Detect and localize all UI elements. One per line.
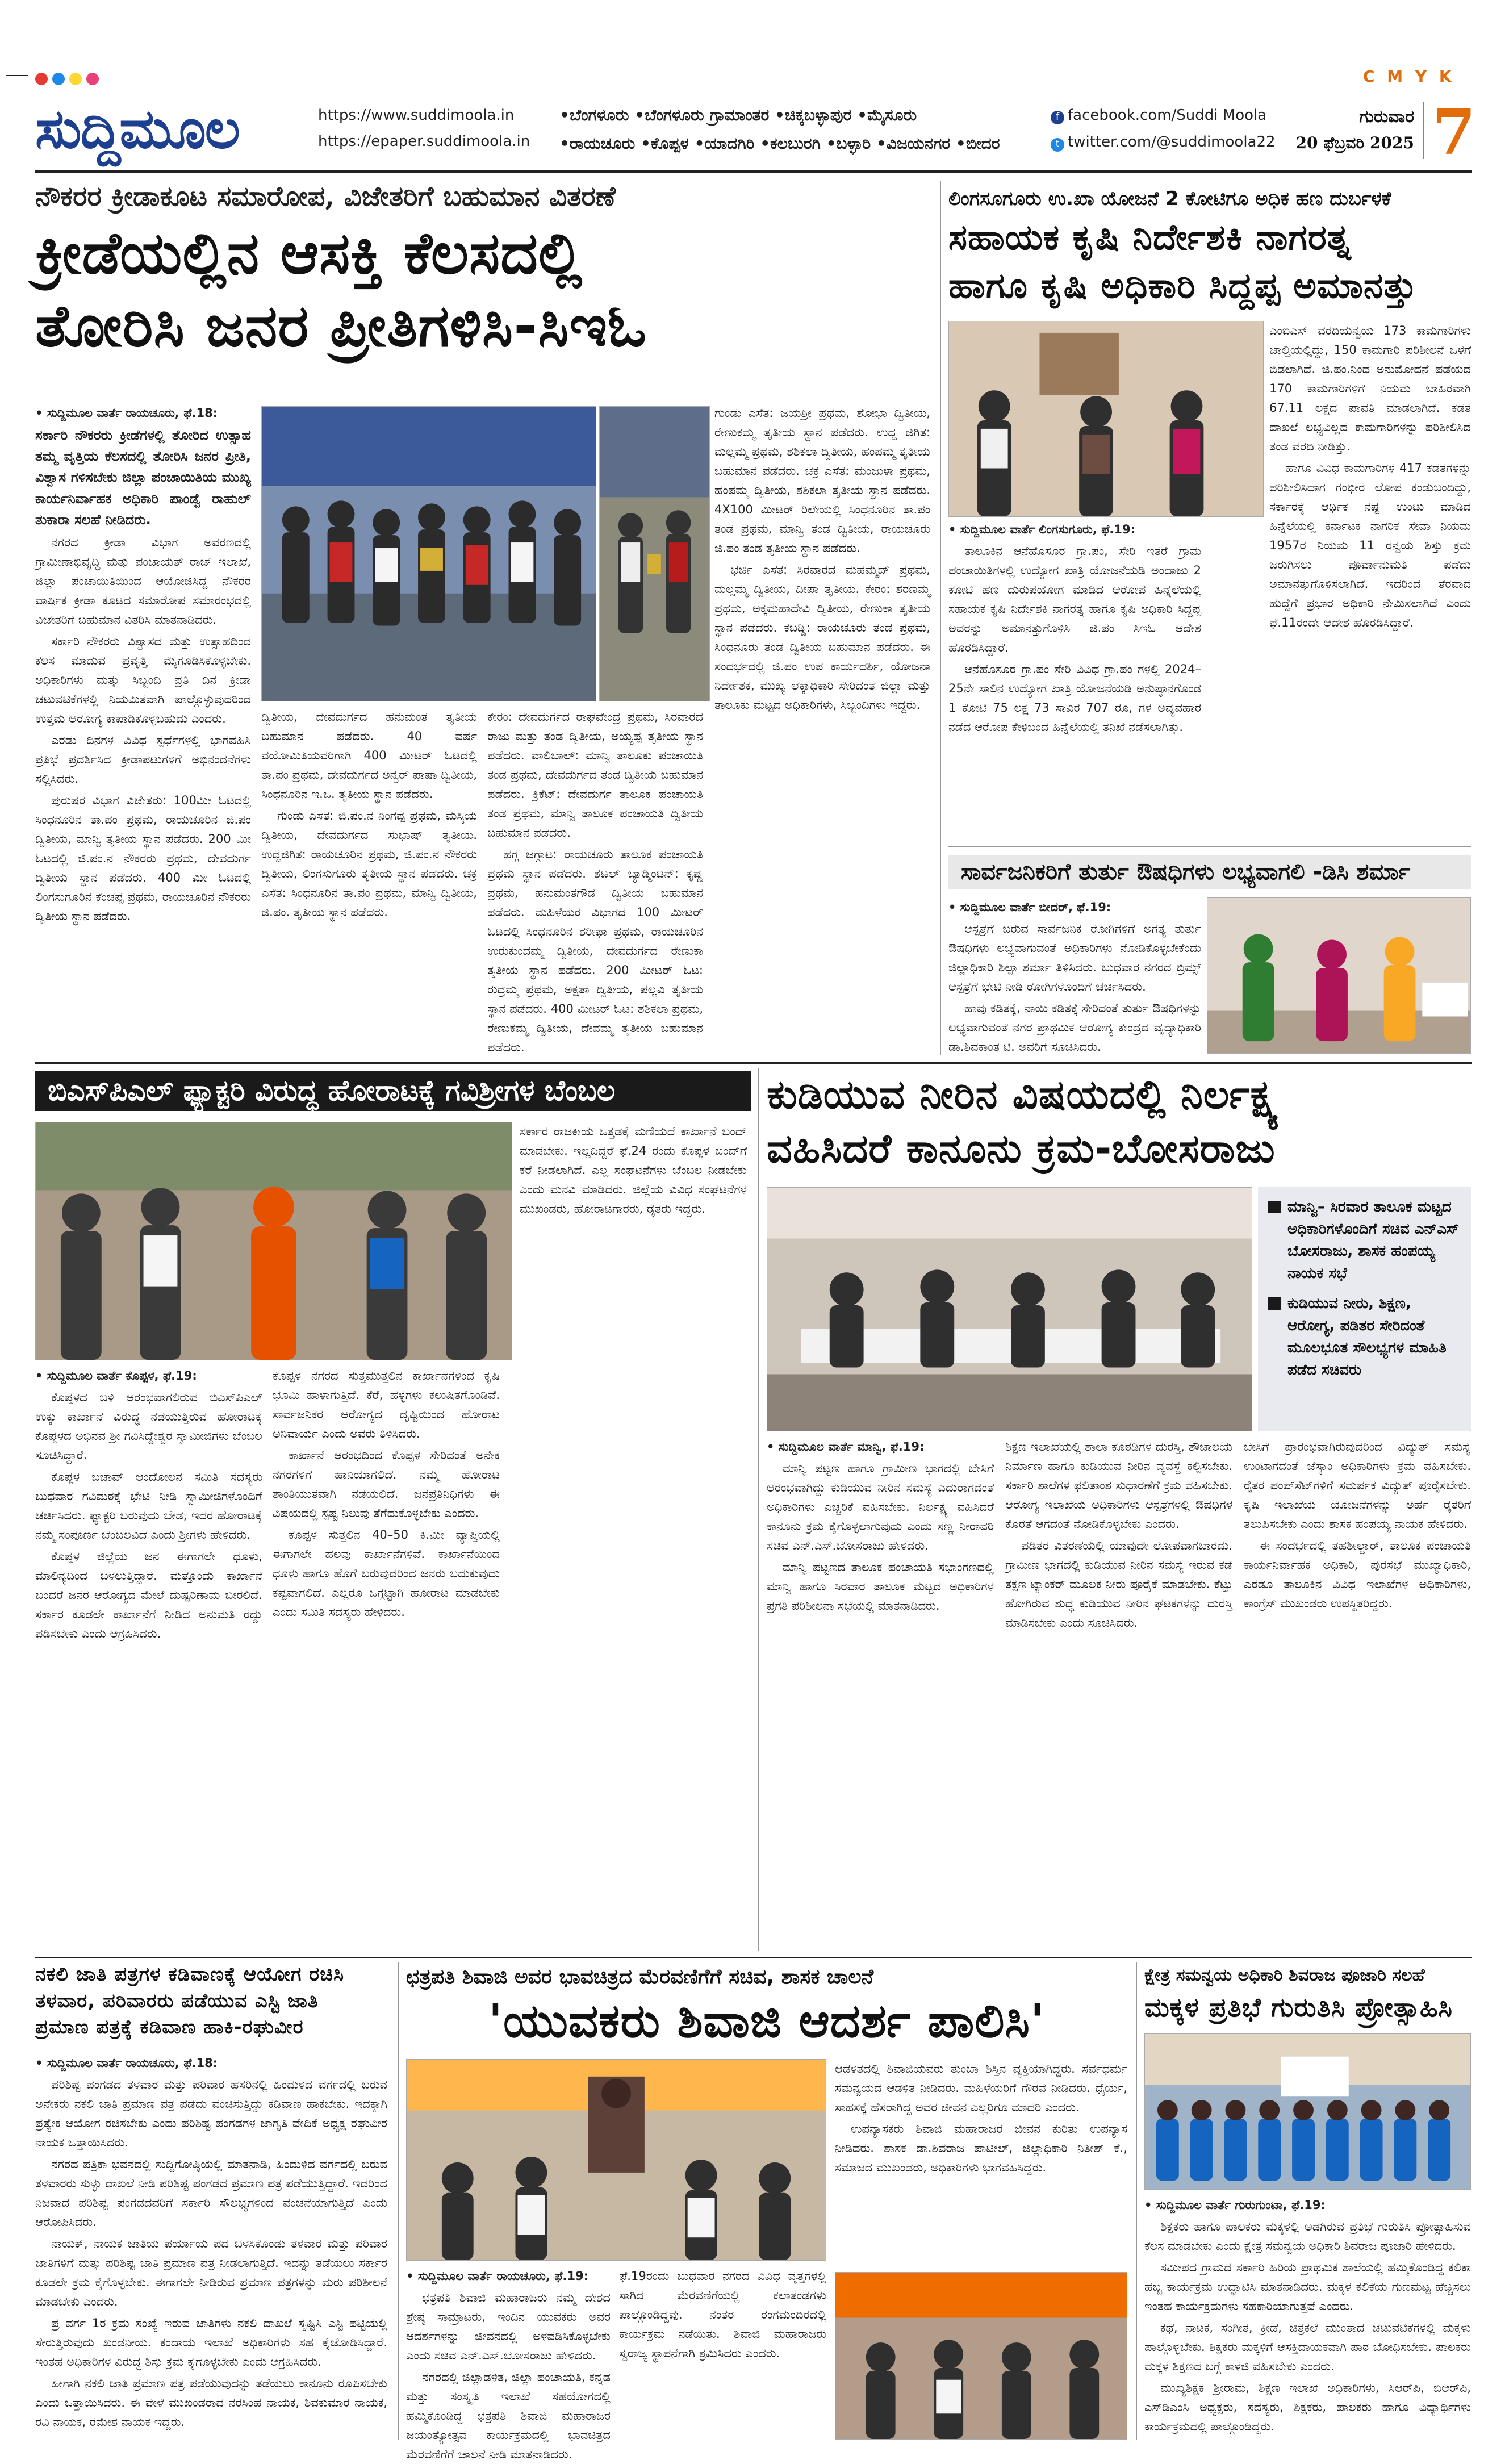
story2-headline-1: ಸಹಾಯಕ ಕೃಷಿ ನಿರ್ದೇಶಕಿ ನಾಗರತ್ನ (948, 216, 1352, 258)
story4-para-1: ಕೊಪ್ಪಳದ ಬಳಿ ಆರಂಭವಾಗಲಿರುವ ಬಿಎಸ್‌ಪಿಎಲ್ ಉಕ್ಕು ಕಾರ್ಖಾನೆ ವಿರುದ್ಧ ನಡೆಯುತ್ತಿರುವ ಹೋರಾಟಕ್ಕೆ ಕೊಪ್ಪಳದ ಅಭಿನವ ಶ್ರೀ ಗವಿಸಿದ್ದೇಶ್ವರ ಸ್ವಾಮೀಜಿಗಳು ಬೆಂಬಲ ಸೂಚಿಸಿದ್ದಾರೆ. (35, 1390, 262, 1463)
story7-col-2 (619, 2266, 826, 2440)
story6-headline-1: ನಕಲಿ ಜಾತಿ ಪತ್ರಗಳ ಕಡಿವಾಣಕ್ಕೆ ಆಯೋಗ ರಚಿಸಿ (35, 1963, 345, 1986)
story7-para-5: ಉಪನ್ಯಾಸಕರು ಶಿವಾಜಿ ಮಹಾರಾಜರ ಜೀವನ ಕುರಿತು ಉಪನ್ಯಾಸ ನೀಡಿದರು. ಶಾಸಕ ಡಾ.ಶಿವರಾಜ ಪಾಟೀಲ್, ಜಿಲ್ಲಾಧಿಕಾರಿ ನಿತೀಶ್ ಕೆ., ಸಮಾಜದ ಮುಖಂಡರು, ಅಧಿಕಾರಿಗಳು ಭಾಗವಹಿಸಿದ್ದರು. (835, 2122, 1127, 2175)
story7-photo-1 (406, 2059, 826, 2261)
story5-para-1: ಮಾನ್ವಿ ಪಟ್ಟಣ ಹಾಗೂ ಗ್ರಾಮೀಣ ಭಾಗದಲ್ಲಿ ಬೇಸಿಗೆ ಆರಂಭವಾಗಿದ್ದು ಕುಡಿಯುವ ನೀರಿನ ಸಮಸ್ಯೆ ಎದುರಾಗದಂತೆ ಅಧಿಕಾರಿಗಳು ಎಚ್ಚರಿಕೆ ವಹಿಸಬೇಕು. ನಿರ್ಲಕ್ಷ್ಯ ವಹಿಸಿದರೆ ಕಾನೂನು ಕ್ರಮ ಕೈಗೊಳ್ಳಲಾಗುವುದು ಎಂದು ಸಣ್ಣ ನೀರಾವರಿ ಸಚಿವ ಎನ್.ಎಸ್.ಬೋಸರಾಜು ಹೇಳಿದರು. (767, 1461, 994, 1553)
bullet-square-icon (1268, 1201, 1281, 1213)
story8-para-2: ಸಮೀಪದ ಗ್ರಾಮದ ಸರ್ಕಾರಿ ಹಿರಿಯ ಪ್ರಾಥಮಿಕ ಶಾಲೆಯಲ್ಲಿ ಹಮ್ಮಿಕೊಂಡಿದ್ದ ಕಲಿಕಾ ಹಬ್ಬ ಕಾರ್ಯಕ್ರಮ ಉದ್ಘಾಟಿಸಿ ಮಾತನಾಡಿದರು. ಮಕ್ಕಳ ಕಲಿಕೆಯ ಗುಣಮಟ್ಟ ಹೆಚ್ಚಿಸಲು ಇಂತಹ ಕಾರ್ಯಕ್ರಮಗಳು ಸಹಕಾರಿಯಾಗುತ್ತವೆ ಎಂದರು. (1144, 2261, 1471, 2313)
page-divider (1423, 102, 1424, 159)
story4-headline: ಬಿಎಸ್‌ಪಿಎಲ್ ಫ್ಯಾಕ್ಟರಿ ವಿರುದ್ಧ ಹೋರಾಟಕ್ಕೆ ಗವಿಶ್ರೀಗಳ ಬೆಂಬಲ (35, 1071, 751, 1111)
story5-dateline: • ಸುದ್ದಿಮೂಲ ವಾರ್ತೆ ಮಾನ್ವಿ, ಫೆ.19: (767, 1440, 925, 1454)
story7-col-3 (835, 2059, 1127, 2266)
story6-headline-3: ಪ್ರಮಾಣ ಪತ್ರಕ್ಕೆ ಕಡಿವಾಣ ಹಾಕಿ-ರಘುವೀರ (35, 2016, 304, 2039)
story7-para-4: ಆಡಳಿತದಲ್ಲಿ ಶಿವಾಜಿಯವರು ತುಂಬಾ ಶಿಸ್ತಿನ ವ್ಯಕ್ತಿಯಾಗಿದ್ದರು. ಸರ್ವಧರ್ಮ ಸಮನ್ವಯದ ಆಡಳಿತ ನೀಡಿದರು. ಮಹಿಳೆಯರಿಗೆ ಗೌರವ ನೀಡಿದರು. ಧೈರ್ಯ, ಸಾಹಸಕ್ಕೆ ಹೆಸರಾಗಿದ್ದ ಅವರ ಜೀವನ ಎಲ್ಲರಿಗೂ ಮಾದರಿ ಎಂದರು. (835, 2062, 1127, 2115)
registration-dot-pink (86, 73, 99, 85)
photo-shivaji-statue-procession (407, 2060, 826, 2260)
story1-para-2: ಸರ್ಕಾರಿ ನೌಕರರು ವಿಶ್ವಾಸದ ಮತ್ತು ಉತ್ಸಾಹದಿಂದ ಕೆಲಸ ಮಾಡುವ ಪ್ರವೃತ್ತಿ ಮೈಗೂಡಿಸಿಕೊಳ್ಳಬೇಕು. ಅಧಿಕಾರಿಗಳು ಮತ್ತು ಸಿಬ್ಬಂದಿ ಪ್ರತಿ ದಿನ ಕ್ರೀಡಾ ಚಟುವಟಿಕೆಗಳಲ್ಲಿ ನಿಯಮಿತವಾಗಿ ಪಾಲ್ಗೊಳ್ಳುವುದರಿಂದ ಉತ್ತಮ ಆರೋಗ್ಯ ಕಾಪಾಡಿಕೊಳ್ಳಬಹುದು ಎಂದರು. (35, 634, 251, 726)
story4-col-2 (273, 1366, 500, 1951)
photo-award-ceremony (600, 407, 709, 701)
photo-hospital-visit (1207, 898, 1470, 1053)
story1-headline-2: ತೋರಿಸಿ ಜನರ ಪ್ರೀತಿಗಳಿಸಿ-ಸಿಇಓ (35, 293, 647, 360)
story7-col-1 (406, 2266, 611, 2462)
story3-dateline: • ಸುದ್ದಿಮೂಲ ವಾರ್ತೆ ಬೀದರ್, ಫೆ.19: (948, 900, 1111, 914)
story1-para-3: ಎರಡು ದಿನಗಳ ವಿವಿಧ ಸ್ಪರ್ಧೆಗಳಲ್ಲಿ ಭಾಗವಹಿಸಿ ಪ್ರತಿಭೆ ಪ್ರದರ್ಶಿಸಿದ ಕ್ರೀಡಾಪಟುಗಳಿಗೆ ಅಭಿನಂದನೆಗಳು ಸಲ್ಲಿಸಿದರು. (35, 733, 251, 786)
story7-dateline: • ಸುದ್ದಿಮೂಲ ವಾರ್ತೆ ರಾಯಚೂರು, ಫೆ.19: (406, 2269, 589, 2283)
story5-headline-2: ವಹಿಸಿದರೆ ಕಾನೂನು ಕ್ರಮ-ಬೋಸರಾಜು (767, 1125, 1276, 1172)
photo-players-with-trophy (262, 407, 596, 701)
facebook-link[interactable] (1051, 107, 1278, 124)
story2-para-4: ಹಾಗೂ ವಿವಿಧ ಕಾಮಗಾರಿಗಳ 417 ಕಡತಗಳನ್ನು ಪರಿಶೀಲಿಸಿದಾಗ ಗಂಭೀರ ಲೋಪ ಕಂಡುಬಂದಿದ್ದು, ಸರ್ಕಾರಕ್ಕೆ ಆರ್ಥಿಕ ನಷ್ಟ ಉಂಟು ಮಾಡಿದ ಹಿನ್ನೆಲೆಯಲ್ಲಿ ಕರ್ನಾಟಕ ನಾಗರಿಕ ಸೇವಾ ನಿಯಮ 1957ರ ನಿಯಮ 11 ರನ್ವಯ ಶಿಸ್ತು ಕ್ರಮ ಜರುಗಿಸಲು ಪೂರ್ವಾನುಮತಿ ಪಡೆದು ಅಮಾನತ್ತುಗೊಳಿಸಲಾಗಿದೆ. ಇದರಿಂದ ತೆರವಾದ ಹುದ್ದೆಗೆ ಪ್ರಭಾರ ಅಧಿಕಾರಿ ನೇಮಿಸಲಾಗಿದೆ ಎಂದು ಫೆ.11ರಂದೇ ಆದೇಶ ಹೊರಡಿಸಿದ್ದಾರೆ. (1269, 461, 1471, 630)
story5-col-2 (1005, 1437, 1232, 1951)
story2-headline-2: ಹಾಗೂ ಕೃಷಿ ಅಧಿಕಾರಿ ಸಿದ್ದಪ್ಪ ಅಮಾನತ್ತು (948, 265, 1418, 306)
story5-col-3 (1244, 1437, 1471, 1951)
section-rule-2 (35, 1957, 1472, 1958)
twitter-link[interactable] (1051, 133, 1278, 152)
story6-col (35, 2053, 387, 2440)
story1-col-3 (487, 707, 703, 1055)
story5-bullet-1 (1268, 1196, 1461, 1285)
story1-para-10: ಭರ್ಚಿ ಎಸೆತ: ಸಿರವಾರದ ಮಹಮ್ಮದ್ ಪ್ರಥಮ, ಮಲ್ಲಮ್ಮ ದ್ವಿತೀಯ, ದೀಪಾ ತೃತೀಯ. ಕೇರಂ: ಶರಣಮ್ಮ ಪ್ರಥಮ, ಅಕ್ಕಮಹಾದೇವಿ ದ್ವಿತೀಯ, ರೇಣುಕಾ ತೃತೀಯ ಸ್ಥಾನ ಪಡೆದರು. ಕಬಡ್ಡಿ: ರಾಯಚೂರು ತಂಡ ಪ್ರಥಮ, ಸಿಂಧನೂರು ತಂಡ ದ್ವಿತೀಯ ಬಹುಮಾನ ಪಡೆದರು. ಈ ಸಂದರ್ಭದಲ್ಲಿ ಜಿ.ಪಂ ಉಪ ಕಾರ್ಯದರ್ಶಿ, ಯೋಜನಾ ನಿರ್ದೇಶಕ, ಮುಖ್ಯ ಲೆಕ್ಕಾಧಿಕಾರಿ ಸೇರಿದಂತೆ ಜಿಲ್ಲಾ ಮತ್ತು ತಾಲೂಕು ಮಟ್ಟದ ಅಧಿಕಾರಿಗಳು, ಸಿಬ್ಬಂದಿಗಳು ಇದ್ದರು. (714, 563, 930, 712)
story2-para-2: ಆನೆಹೊಸೂರ ಗ್ರಾ.ಪಂ ಸೇರಿ ವಿವಿಧ ಗ್ರಾ.ಪಂ ಗಳಲ್ಲಿ 2024–25ನೇ ಸಾಲಿನ ಉದ್ಯೋಗ ಖಾತ್ರಿ ಯೋಜನೆಯಡಿ ಅನುಷ್ಠಾನಗೊಂಡ 1 ಕೋಟಿ 75 ಲಕ್ಷ 73 ಸಾವಿರ 707 ರೂ, ಗಳ ಅವ್ಯವಹಾರ ನಡೆದ ಆರೋಪ ಕೇಳಿಬಂದ ಹಿನ್ನೆಲೆಯಲ್ಲಿ ತನಿಖೆ ನಡೆಸಲಾಗಿತ್ತು. (948, 662, 1201, 734)
story1-col-2 (261, 707, 477, 1051)
cities-list (559, 106, 1042, 153)
story2-para-3: ಎಂಐಎಸ್ ವರದಿಯನ್ವಯ 173 ಕಾಮಗಾರಿಗಳು ಚಾಲ್ತಿಯಲ್ಲಿದ್ದು, 150 ಕಾಮಗಾರಿ ಪರಿಶೀಲನೆ ಒಳಗೆ ಬಿಡಲಾಗಿದೆ. ಜಿ.ಪಂ.ನಿಂದ ಅನುಮೋದನೆ ಪಡೆಯದ 170 ಕಾಮಗಾರಿಗಳಿಗೆ ನಿಯಮ ಬಾಹಿರವಾಗಿ 67.11 ಲಕ್ಷದ ಪಾವತಿ ಮಾಡಲಾಗಿದೆ. ಕಡತ ದಾಖಲೆ ಲಭ್ಯವಿಲ್ಲದ ಕಾಮಗಾರಿಗಳನ್ನು ಪರಿಶೀಲಿಸಿದ ತಂಡ ವರದಿ ನೀಡಿತ್ತು. (1269, 324, 1471, 454)
registration-dot-red (35, 73, 48, 85)
col-divider-4 (1136, 1962, 1137, 2440)
story7-kicker: ಛತ್ರಪತಿ ಶಿವಾಜಿ ಅವರ ಭಾವಚಿತ್ರದ ಮೆರವಣಿಗೆಗೆ ಸಚಿವ, ಶಾಸಕ ಚಾಲನೆ (406, 1965, 874, 1989)
story7-para-3: ಫೆ.19ರಂದು ಬುಧವಾರ ನಗರದ ವಿವಿಧ ವೃತ್ತಗಳಲ್ಲಿ ಸಾಗಿದ ಮೆರವಣಿಗೆಯಲ್ಲಿ ಕಲಾತಂಡಗಳು ಪಾಲ್ಗೊಂಡಿದ್ದವು. ನಂತರ ರಂಗಮಂದಿರದಲ್ಲಿ ಕಾರ್ಯಕ್ರಮ ನಡೆಯಿತು. ಶಿವಾಜಿ ಮಹಾರಾಜರು ಸ್ವರಾಜ್ಯ ಸ್ಥಾಪನೆಗಾಗಿ ಶ್ರಮಿಸಿದರು ಎಂದರು. (619, 2269, 826, 2361)
photo-swamiji-with-activists (36, 1122, 512, 1360)
story3-photo (1207, 897, 1471, 1054)
story1-photo-group (261, 406, 596, 701)
story5-para-2: ಮಾನ್ವಿ ಪಟ್ಟಣದ ತಾಲೂಕ ಪಂಚಾಯತಿ ಸಭಾಂಗಣದಲ್ಲಿ ಮಾನ್ವಿ ಹಾಗೂ ಸಿರವಾರ ತಾಲೂಕ ಮಟ್ಟದ ಅಧಿಕಾರಿಗಳ ಪ್ರಗತಿ ಪರಿಶೀಲನಾ ಸಭೆಯಲ್ಲಿ ಮಾತನಾಡಿದರು. (767, 1560, 994, 1613)
story1-para-8: ಹಗ್ಗ ಜಗ್ಗಾಟ: ರಾಯಚೂರು ತಾಲೂಕ ಪಂಚಾಯತಿ ಪ್ರಥಮ ಸ್ಥಾನ ಪಡೆದರು. ಶಟಲ್ ಬ್ಯಾಡ್ಮಿಂಟನ್: ಕೃಷ್ಣ ಪ್ರಥಮ, ಹನುಮಂತಗೌಡ ದ್ವಿತೀಯ ಬಹುಮಾನ ಪಡೆದರು. ಮಹಿಳೆಯರ ವಿಭಾಗದ 100 ಮೀಟರ್ ಓಟದಲ್ಲಿ ಸಿಂಧನೂರಿನ ಶರೀಫಾ ಪ್ರಥಮ, ರಾಯಚೂರಿನ ಉರುಕುಂದಮ್ಮ ದ್ವಿತೀಯ, ದೇವದುರ್ಗದ ರೇಣುಕಾ ತೃತೀಯ ಸ್ಥಾನ ಪಡೆದರು. 200 ಮೀಟರ್ ಓಟ: ರುದ್ರಮ್ಮ ಪ್ರಥಮ, ಅಕ್ಷತಾ ದ್ವಿತೀಯ, ಪಲ್ಲವಿ ತೃತೀಯ ಸ್ಥಾನ ಪಡೆದರು. 400 ಮೀಟರ್ ಓಟ: ಶಶಿಕಲಾ ಪ್ರಥಮ, ರೇಣುಕಮ್ಮ ದ್ವಿತೀಯ, ದೇವಮ್ಮ ತೃತೀಯ ಬಹುಮಾನ ಪಡೆದರು. (487, 847, 703, 1055)
story1-headline-1: ಕ್ರೀಡೆಯಲ್ಲಿನ ಆಸಕ್ತಿ ಕೆಲಸದಲ್ಲಿ (35, 220, 583, 287)
story4-para-6: ಕೊಪ್ಪಳ ಸುತ್ತಲಿನ 40–50 ಕಿ.ಮೀ ವ್ಯಾಪ್ತಿಯಲ್ಲಿ ಈಗಾಗಲೇ ಹಲವು ಕಾರ್ಖಾನೆಗಳಿವೆ. ಕಾರ್ಖಾನೆಯಿಂದ ಧೂಳು ಹಾಗೂ ಹೊಗೆ ಬರುವುದರಿಂದ ಜನರು ಬದುಕುವುದು ಕಷ್ಟವಾಗಲಿದೆ. ಎಲ್ಲರೂ ಒಗ್ಗಟ್ಟಾಗಿ ಹೋರಾಟ ಮಾಡಬೇಕು ಎಂದು ಸಮಿತಿ ಸದಸ್ಯರು ಹೇಳಿದರು. (273, 1528, 500, 1619)
twitter-text: twitter.com/@suddimoola22 (1068, 133, 1276, 151)
story3-para-2: ಹಾವು ಕಡಿತಕ್ಕೆ, ನಾಯಿ ಕಡಿತಕ್ಕೆ ಸೇರಿದಂತೆ ತುರ್ತು ಔಷಧಿಗಳನ್ನು ಲಭ್ಯವಾಗುವಂತೆ ನಗರ ಪ್ರಾಥಮಿಕ ಆರೋಗ್ಯ ಕೇಂದ್ರದ ವೈದ್ಯಾಧಿಕಾರಿ ಡಾ.ಶಿವಕಾಂತ ಟಿ. ಅವರಿಗೆ ಸೂಚಿಸಿದರು. (948, 1001, 1201, 1054)
story5-para-4: ಪಡಿತರ ವಿತರಣೆಯಲ್ಲಿ ಯಾವುದೇ ಲೋಪವಾಗಬಾರದು. ಗ್ರಾಮೀಣ ಭಾಗದಲ್ಲಿ ಕುಡಿಯುವ ನೀರಿನ ಸಮಸ್ಯೆ ಇರುವ ಕಡೆ ತಕ್ಷಣ ಟ್ಯಾಂಕರ್ ಮೂಲಕ ನೀರು ಪೂರೈಕೆ ಮಾಡಬೇಕು. ಕೆಟ್ಟು ಹೋಗಿರುವ ಶುದ್ಧ ಕುಡಿಯುವ ನೀರಿನ ಘಟಕಗಳನ್ನು ದುರಸ್ತಿ ಮಾಡಿಸಬೇಕು ಎಂದು ಸೂಚಿಸಿದರು. (1005, 1539, 1232, 1630)
story1-para-6: ಗುಂಡು ಎಸೆತ: ಜಿ.ಪಂ.ನ ನಿಂಗಪ್ಪ ಪ್ರಥಮ, ಮಸ್ಕಿಯ ದ್ವಿತೀಯ, ದೇವದುರ್ಗದ ಸುಭಾಷ್ ತೃತೀಯ. ಉದ್ದಜಿಗಿತ: ರಾಯಚೂರಿನ ಪ್ರಥಮ, ಜಿ.ಪಂ.ನ ನೌಕರರು ದ್ವಿತೀಯ, ಲಿಂಗಸುಗೂರು ತೃತೀಯ ಸ್ಥಾನ ಪಡೆದರು. ಚಕ್ರ ಎಸೆತ: ಸಿಂಧನೂರಿನ ತಾ.ಪಂ ಪ್ರಥಮ, ಮಾನ್ವಿ ದ್ವಿತೀಯ, ಜಿ.ಪಂ. ತೃತೀಯ ಸ್ಥಾನ ಪಡೆದರು. (261, 809, 477, 920)
story4-dateline: • ಸುದ್ದಿಮೂಲ ವಾರ್ತೆ ಕೊಪ್ಪಳ, ಫೆ.19: (35, 1369, 197, 1383)
story1-col-1 (35, 403, 251, 1051)
story7-headline: 'ಯುವಕರು ಶಿವಾಜಿ ಆದರ್ಶ ಪಾಲಿಸಿ' (488, 1994, 1046, 2048)
col-divider (940, 181, 941, 1055)
bullet-square-icon (1268, 1297, 1281, 1310)
photo-officials-meeting (949, 321, 1263, 516)
story1-para-1: ನಗರದ ಕ್ರೀಡಾ ವಿಭಾಗ ಅವರಣದಲ್ಲಿ ಗ್ರಾಮೀಣಾಭಿವೃದ್ಧಿ ಮತ್ತು ಪಂಚಾಯತ್ ರಾಜ್ ಇಲಾಖೆ, ಜಿಲ್ಲಾ ಪಂಚಾಯಿತಿಯಿಂದ ಆಯೋಜಿಸಿದ್ದ ನೌಕರರ ವಾರ್ಷಿಕ ಕ್ರೀಡಾ ಕೂಟದ ಸಮಾರೋಪ ಸಮಾರಂಭದಲ್ಲಿ ವಿಜೇತರಿಗೆ ಬಹುಮಾನ ವಿತರಿಸಿ ಮಾತನಾಡಿದರು. (35, 535, 251, 627)
epaper-link[interactable]: https://epaper.suddimoola.in (318, 133, 530, 150)
cities-line-1: •ಬೆಂಗಳೂರು •ಬೆಂಗಳೂರು ಗ್ರಾಮಾಂತರ •ಚಿಕ್ಕಬಳ್ಳಾಪುರ •ಮೈಸೂರು (559, 106, 917, 124)
story7-para-1: ಛತ್ರಪತಿ ಶಿವಾಜಿ ಮಹಾರಾಜರು ನಮ್ಮ ದೇಶದ ಶ್ರೇಷ್ಠ ಸಾಮ್ರಾಟರು, ಇಂದಿನ ಯುವಕರು ಅವರ ಆದರ್ಶಗಳನ್ನು ಜೀವನದಲ್ಲಿ ಅಳವಡಿಸಿಕೊಳ್ಳಬೇಕು ಎಂದು ಸಚಿವ ಎನ್.ಎಸ್.ಬೋಸರಾಜು ಹೇಳಿದರು. (406, 2291, 611, 2363)
story2-dateline: • ಸುದ್ದಿಮೂಲ ವಾರ್ತೆ ಲಿಂಗಸುಗೂರು, ಫೆ.19: (948, 523, 1135, 536)
story6-headline-2: ತಳವಾರ, ಪರಿವಾರರು ಪಡೆಯುವ ಎಸ್ಟಿ ಜಾತಿ (35, 1989, 319, 2012)
story8-headline: ಮಕ್ಕಳ ಪ್ರತಿಭೆ ಗುರುತಿಸಿ ಪ್ರೋತ್ಸಾಹಿಸಿ (1144, 1992, 1453, 2023)
story8-para-1: ಶಿಕ್ಷಕರು ಹಾಗೂ ಪಾಲಕರು ಮಕ್ಕಳಲ್ಲಿ ಅಡಗಿರುವ ಪ್ರತಿಭೆ ಗುರುತಿಸಿ ಪ್ರೋತ್ಸಾಹಿಸುವ ಕೆಲಸ ಮಾಡಬೇಕು ಎಂದು ಕ್ಷೇತ್ರ ಸಮನ್ವಯ ಅಧಿಕಾರಿ ಶಿವರಾಜ ಪೂಜಾರಿ ಹೇಳಿದರು. (1144, 2220, 1471, 2253)
story1-para-4: ಪುರುಷರ ವಿಭಾಗ ವಿಜೇತರು: 100ಮೀ ಓಟದಲ್ಲಿ ಸಿಂಧನೂರಿನ ತಾ.ಪಂ ಪ್ರಥಮ, ರಾಯಚೂರಿನ ಜಿ.ಪಂ ದ್ವಿತೀಯ, ಮಾನ್ವಿ ತೃತೀಯ ಸ್ಥಾನ ಪಡೆದರು. 200 ಮೀ ಓಟದಲ್ಲಿ ಜಿ.ಪಂ.ನ ನೌಕರರು ಪ್ರಥಮ, ದೇವದುರ್ಗ ದ್ವಿತೀಯ ಸ್ಥಾನ ಪಡೆದರು. 400 ಮೀ ಓಟದಲ್ಲಿ ಲಿಂಗಸುಗೂರಿನ ಕೆಂಚಪ್ಪ ಪ್ರಥಮ, ರಾಯಚೂರಿನ ನೌಕರರು ದ್ವಿತೀಯ ಸ್ಥಾನ ಪಡೆದರು. (35, 794, 251, 924)
story6-para-3: ನಾಯಕ್, ನಾಯಕ ಜಾತಿಯ ಪರ್ಯಾಯ ಪದ ಬಳಸಿಕೊಂಡು ತಳವಾರ ಮತ್ತು ಪರಿವಾರ ಜಾತಿಗಳಿಗೆ ಮತ್ತು ಪರಿಶಿಷ್ಟ ಜಾತಿ ಪ್ರಮಾಣ ಪತ್ರ ನೀಡಲಾಗುತ್ತಿದೆ. ಇದನ್ನು ತಡೆಯಲು ಸರ್ಕಾರ ಕೂಡಲೇ ಕ್ರಮ ಕೈಗೊಳ್ಳಬೇಕು. ಈಗಾಗಲೇ ನೀಡಿರುವ ಪ್ರಮಾಣ ಪತ್ರಗಳನ್ನು ಮರು ಪರಿಶೀಲನೆ ಮಾಡಬೇಕು ಎಂದರು. (35, 2237, 387, 2309)
story1-col-4 (714, 403, 930, 1051)
story5-photo (767, 1187, 1252, 1431)
cities-line-2: •ರಾಯಚೂರು •ಕೊಪ್ಪಳ •ಯಾದಗಿರಿ •ಕಲಬುರಗಿ •ಬಳ್ಳಾರಿ •ವಿಜಯನಗರ •ಬೀದರ (559, 134, 1000, 153)
story2-photo (948, 321, 1264, 517)
story6-para-4: ಪ್ರ ವರ್ಗ 1ರ ಕ್ರಮ ಸಂಖ್ಯೆ ಇರುವ ಜಾತಿಗಳು ನಕಲಿ ದಾಖಲೆ ಸೃಷ್ಟಿಸಿ ಎಸ್ಟಿ ಪಟ್ಟಿಯಲ್ಲಿ ಸೇರುತ್ತಿರುವುದು ಖಂಡನೀಯ. ಕಂದಾಯ ಇಲಾಖೆ ಅಧಿಕಾರಿಗಳು ಸಹ ಕೈಜೋಡಿಸಿದ್ದಾರೆ. ಇಂತಹ ಅಧಿಕಾರಿಗಳ ವಿರುದ್ಧ ಶಿಸ್ತು ಕ್ರಮ ಕೈಗೊಳ್ಳಬೇಕು ಎಂದು ಆಗ್ರಹಿಸಿದರು. (35, 2316, 387, 2369)
story8-photo (1144, 2033, 1471, 2190)
story5-headline-1: ಕುಡಿಯುವ ನೀರಿನ ವಿಷಯದಲ್ಲಿ ನಿರ್ಲಕ್ಷ್ಯ (767, 1071, 1280, 1118)
story8-para-4: ಮುಖ್ಯಶಿಕ್ಷಕ ಶ್ರೀರಾಮ, ಶಿಕ್ಷಣ ಇಲಾಖೆ ಅಧಿಕಾರಿಗಳು, ಸಿಆರ್‌ಪಿ, ಬಿಆರ್‌ಪಿ, ಎಸ್‌ಡಿಎಂಸಿ ಅಧ್ಯಕ್ಷರು, ಸದಸ್ಯರು, ಶಿಕ್ಷಕರು, ಪಾಲಕರು ಹಾಗೂ ವಿದ್ಯಾರ್ಥಿಗಳು ಕಾರ್ಯಕ್ರಮದಲ್ಲಿ ಪಾಲ್ಗೊಂಡಿದ್ದರು. (1144, 2381, 1471, 2434)
masthead-rule (35, 170, 1472, 173)
story2-para-1: ತಾಲೂಕಿನ ಆನೆಹೊಸೂರ ಗ್ರಾ.ಪಂ, ಸೇರಿ ಇತರೆ ಗ್ರಾಮ ಪಂಚಾಯಿತಿಗಳಲ್ಲಿ ಉದ್ಯೋಗ ಖಾತ್ರಿ ಯೋಜನೆಯಡಿ ಅಂದಾಜು 2 ಕೋಟಿ ಹಣ ದುರುಪಯೋಗ ಮಾಡಿದ ಆರೋಪ ಹಿನ್ನೆಲೆಯಲ್ಲಿ ಸಹಾಯಕ ಕೃಷಿ ನಿರ್ದೇಶಕಿ ನಾಗರತ್ನ ಹಾಗೂ ಕೃಷಿ ಅಧಿಕಾರಿ ಸಿದ್ದಪ್ಪ ಅವರನ್ನು ಅಮಾನತ್ತುಗೊಳಿಸಿ ಜಿ.ಪಂ ಸಿಇಓ ಆದೇಶ ಹೊರಡಿಸಿದ್ದಾರೆ. (948, 544, 1201, 655)
registration-dot-blue (52, 73, 65, 85)
story1-kicker: ನೌಕರರ ಕ್ರೀಡಾಕೂಟ ಸಮಾರೋಪ, ವಿಜೇತರಿಗೆ ಬಹುಮಾನ ವಿತರಣೆ (35, 181, 616, 212)
story6-para-5: ಹೀಗಾಗಿ ನಕಲಿ ಜಾತಿ ಪ್ರಮಾಣ ಪತ್ರ ಪಡೆಯುವುದನ್ನು ತಡೆಯಲು ಕಾನೂನು ರೂಪಿಸಬೇಕು ಎಂದು ಒತ್ತಾಯಿಸಿದರು. ಈ ವೇಳೆ ಮುಖಂಡರಾದ ನರಸಿಂಹ ನಾಯಕ, ಶಿವಕುಮಾರ ನಾಯಕ, ರವಿ ನಾಯಕ, ರಮೇಶ ನಾಯಕ ಇದ್ದರು. (35, 2377, 387, 2429)
story5-col-1 (767, 1437, 994, 1951)
story1-photo-trophy (599, 406, 710, 701)
story5-bullet-2 (1268, 1293, 1461, 1381)
story3-headline: ಸಾರ್ವಜನಿಕರಿಗೆ ತುರ್ತು ಔಷಧಿಗಳು ಲಭ್ಯವಾಗಲಿ -ಡಿಸಿ ಶರ್ಮಾ (948, 855, 1471, 889)
story8-kicker: ಕ್ಷೇತ್ರ ಸಮನ್ವಯ ಅಧಿಕಾರಿ ಶಿವರಾಜ ಪೂಜಾರಿ ಸಲಹೆ (1144, 1965, 1425, 1985)
story5-para-6: ಈ ಸಂದರ್ಭದಲ್ಲಿ ತಹಶೀಲ್ದಾರ್, ತಾಲೂಕ ಪಂಚಾಯತಿ ಕಾರ್ಯನಿರ್ವಾಹಕ ಅಧಿಕಾರಿ, ಪುರಸಭೆ ಮುಖ್ಯಾಧಿಕಾರಿ, ಎರಡೂ ತಾಲೂಕಿನ ವಿವಿಧ ಇಲಾಖೆಗಳ ಅಧಿಕಾರಿಗಳು, ಕಾಂಗ್ರೆಸ್ ಮುಖಂಡರು ಉಪಸ್ಥಿತರಿದ್ದರು. (1244, 1539, 1471, 1611)
story6-para-2: ನಗರದ ಪತ್ರಿಕಾ ಭವನದಲ್ಲಿ ಸುದ್ದಿಗೋಷ್ಠಿಯಲ್ಲಿ ಮಾತನಾಡಿ, ಹಿಂದುಳಿದ ವರ್ಗದಲ್ಲಿ ಬರುವ ತಳವಾರರು ಸುಳ್ಳು ದಾಖಲೆ ನೀಡಿ ಪರಿಶಿಷ್ಟ ಪಂಗಡದ ಪ್ರಮಾಣ ಪತ್ರ ಪಡೆಯುತ್ತಿದ್ದಾರೆ. ಇದರಿಂದ ನಿಜವಾದ ಪರಿಶಿಷ್ಟ ಪಂಗಡದವರಿಗೆ ಸರ್ಕಾರಿ ಸೌಲಭ್ಯಗಳಿಂದ ವಂಚನೆಯಾಗುತ್ತಿದೆ ಎಂದು ಆರೋಪಿಸಿದರು. (35, 2157, 387, 2229)
story1-lead: ಸರ್ಕಾರಿ ನೌಕರರು ಕ್ರೀಡೆಗಳಲ್ಲಿ ತೋರಿದ ಉತ್ಸಾಹ ತಮ್ಮ ವೃತ್ತಿಯ ಕೆಲಸದಲ್ಲಿ ತೋರಿಸಿ ಜನರ ಪ್ರೀತಿ, ವಿಶ್ವಾಸ ಗಳಿಸಬೇಕು ಜಿಲ್ಲಾ ಪಂಚಾಯಿತಿಯ ಮುಖ್ಯ ಕಾರ್ಯನಿರ್ವಾಹಕ ಅಧಿಕಾರಿ ಪಾಂಡ್ವೆ ರಾಹುಲ್ ತುಕಾರಾ ಸಲಹೆ ನೀಡಿದರು. (35, 427, 251, 528)
issue-date (1284, 107, 1414, 153)
story1-para-7: ಕೇರಂ: ದೇವದುರ್ಗದ ರಾಘವೇಂದ್ರ ಪ್ರಥಮ, ಸಿರವಾರದ ರಾಜು ಮತ್ತು ತಂಡ ದ್ವಿತೀಯ, ಅಯ್ಯಪ್ಪ ತೃತೀಯ ಸ್ಥಾನ ಪಡೆದರು. ವಾಲಿಬಾಲ್: ಮಾನ್ವಿ ತಾಲೂಕು ಪಂಚಾಯಿತಿ ತಂಡ ಪ್ರಥಮ, ದೇವದುರ್ಗದ ತಂಡ ದ್ವಿತೀಯ ಬಹುಮಾನ ಪಡೆದರು. ಕ್ರಿಕೆಟ್: ದೇವದುರ್ಗ ತಾಲೂಕ ಪಂಚಾಯತಿ ತಂಡ ಪ್ರಥಮ, ಮಾನ್ವಿ ತಾಲೂಕ ಪಂಚಾಯತಿ ದ್ವಿತೀಯ ಬಹುಮಾನ ಪಡೆದರು. (487, 710, 703, 840)
story4-para-3: ಕೊಪ್ಪಳ ಜಿಲ್ಲೆಯ ಜನ ಈಗಾಗಲೇ ಧೂಳು, ಮಾಲಿನ್ಯದಿಂದ ಬಳಲುತ್ತಿದ್ದಾರೆ. ಮತ್ತೊಂದು ಕಾರ್ಖಾನೆ ಬಂದರೆ ಜನರ ಆರೋಗ್ಯದ ಮೇಲೆ ದುಷ್ಪರಿಣಾಮ ಬೀರಲಿದೆ. ಸರ್ಕಾರ ಕೂಡಲೇ ಕಾರ್ಖಾನೆಗೆ ನೀಡಿದ ಅನುಮತಿ ರದ್ದು ಪಡಿಸಬೇಕು ಎಂದು ಆಗ್ರಹಿಸಿದರು. (35, 1550, 262, 1641)
story3-para-1: ಆಸ್ಪತ್ರೆಗೆ ಬರುವ ಸಾರ್ವಜನಿಕ ರೋಗಿಗಳಿಗೆ ಅಗತ್ಯ ತುರ್ತು ಔಷಧಿಗಳು ಲಭ್ಯವಾಗುವಂತೆ ಅಧಿಕಾರಿಗಳು ನೋಡಿಕೊಳ್ಳಬೇಕೆಂದು ಜಿಲ್ಲಾಧಿಕಾರಿ ಶಿಲ್ಪಾ ಶರ್ಮಾ ತಿಳಿಸಿದರು. ಬುಧವಾರ ನಗರದ ಬ್ರಿಮ್ಸ್ ಆಸ್ಪತ್ರೆಗೆ ಭೇಟಿ ನೀಡಿ ರೋಗಿಗಳೊಂದಿಗೆ ಚರ್ಚಿಸಿದರು. (948, 922, 1201, 994)
story5-para-3: ಶಿಕ್ಷಣ ಇಲಾಖೆಯಲ್ಲಿ ಶಾಲಾ ಕೊಠಡಿಗಳ ದುರಸ್ತಿ, ಶೌಚಾಲಯ ನಿರ್ಮಾಣ ಹಾಗೂ ಕುಡಿಯುವ ನೀರಿನ ವ್ಯವಸ್ಥೆ ಕಲ್ಪಿಸಬೇಕು. ಸರ್ಕಾರಿ ಶಾಲೆಗಳ ಫಲಿತಾಂಶ ಸುಧಾರಣೆಗೆ ಕ್ರಮ ವಹಿಸಬೇಕು. ಆರೋಗ್ಯ ಇಲಾಖೆಯ ಅಧಿಕಾರಿಗಳು ಆಸ್ಪತ್ರೆಗಳಲ್ಲಿ ಔಷಧಿಗಳ ಕೊರತೆ ಆಗದಂತೆ ನೋಡಿಕೊಳ್ಳಬೇಕು ಎಂದರು. (1005, 1440, 1232, 1531)
story2-col-2 (1269, 321, 1471, 841)
col-divider-3 (398, 1962, 399, 2440)
issue-day: ಗುರುವಾರ (1359, 107, 1414, 127)
story2-rule (948, 846, 1471, 847)
section-rule-1 (35, 1062, 1472, 1064)
photo-review-meeting (767, 1188, 1252, 1431)
page-number: 7 (1432, 95, 1476, 169)
story4-col-1 (35, 1366, 262, 1951)
photo-school-children (1145, 2034, 1470, 2189)
story5-bullet-1-text: ಮಾನ್ವಿ– ಸಿರವಾರ ತಾಲೂಕ ಮಟ್ಟದ ಅಧಿಕಾರಿಗಳೊಂದಿಗೆ ಸಚಿವ ಎನ್‌ಎಸ್ ಬೋಸರಾಜು, ಶಾಸಕ ಹಂಪಯ್ಯ ನಾಯಕ ಸಭೆ (1287, 1198, 1460, 1282)
story4-para-5: ಕಾರ್ಖಾನೆ ಆರಂಭದಿಂದ ಕೊಪ್ಪಳ ಸೇರಿದಂತೆ ಅನೇಕ ನಗರಗಳಿಗೆ ಹಾನಿಯಾಗಲಿದೆ. ನಮ್ಮ ಹೋರಾಟ ಶಾಂತಿಯುತವಾಗಿ ನಡೆಯಲಿದೆ. ಜನಪ್ರತಿನಿಧಿಗಳು ಈ ವಿಷಯದಲ್ಲಿ ಸ್ಪಷ್ಟ ನಿಲುವು ತೆಗೆದುಕೊಳ್ಳಬೇಕು ಎಂದರು. (273, 1448, 500, 1521)
web-links (318, 107, 545, 150)
story4-para-7: ಸರ್ಕಾರ ರಾಜಕೀಯ ಒತ್ತಡಕ್ಕೆ ಮಣಿಯದೆ ಕಾರ್ಖಾನೆ ಬಂದ್ ಮಾಡಬೇಕು. ಇಲ್ಲದಿದ್ದರೆ ಫೆ.24 ರಂದು ಕೊಪ್ಪಳ ಬಂದ್‌ಗೆ ಕರೆ ನೀಡಲಾಗಿದೆ. ಎಲ್ಲ ಸಂಘಟನೆಗಳು ಬೆಂಬಲ ನೀಡಬೇಕು ಎಂದು ಮನವಿ ಮಾಡಿದರು. ಜಿಲ್ಲೆಯ ವಿವಿಧ ಸಂಘಟನೆಗಳ ಮುಖಂಡರು, ಹೋರಾಟಗಾರರು, ರೈತರು ಇದ್ದರು. (520, 1125, 747, 1216)
story8-col (1144, 2195, 1471, 2440)
story1-para-5: ದ್ವಿತೀಯ, ದೇವದುರ್ಗದ ಹನುಮಂತ ತೃತೀಯ ಬಹುಮಾನ ಪಡೆದರು. 40 ವರ್ಷ ವಯೋಮಿತಿಯವರಿಗಾಗಿ 400 ಮೀಟರ್ ಓಟದಲ್ಲಿ ತಾ.ಪಂ ಪ್ರಥಮ, ದೇವದುರ್ಗದ ಅನ್ವರ್‌ ಪಾಷಾ ದ್ವಿತೀಯ, ಸಿಂಧನೂರಿನ ಇ.ಒ. ತೃತೀಯ ಸ್ಥಾನ ಪಡೆದರು. (261, 710, 477, 801)
cmyk-marker: C M Y K (1363, 67, 1455, 86)
issue-date-text: 20 ಫೆಬ್ರವರಿ 2025 (1295, 133, 1414, 152)
story4-col-3 (520, 1122, 747, 1951)
story1-para-9: ಗುಂಡು ಎಸೆತ: ಜಯಶ್ರೀ ಪ್ರಥಮ, ಶೋಭಾ ದ್ವಿತೀಯ, ರೇಣುಕಮ್ಮ ತೃತೀಯ ಸ್ಥಾನ ಪಡೆದರು. ಉದ್ದ ಜಿಗಿತ: ಮಲ್ಲಮ್ಮ ಪ್ರಥಮ, ಶಶಿಕಲಾ ದ್ವಿತೀಯ, ಹಂಪಮ್ಮ ತೃತೀಯ ಬಹುಮಾನ ಪಡೆದರು. ಚಕ್ರ ಎಸೆತ: ಮಂಜುಳಾ ಪ್ರಥಮ, ಹಂಪಮ್ಮ ದ್ವಿತೀಯ, ಶಶಿಕಲಾ ತೃತೀಯ ಸ್ಥಾನ ಪಡೆದರು. 4X100 ಮೀಟರ್ ರಿಲೇಯಲ್ಲಿ ಸಿಂಧನೂರಿನ ತಾ.ಪಂ ತಂಡ ಪ್ರಥಮ, ಮಾನ್ವಿ ತಂಡ ದ್ವಿತೀಯ, ರಾಯಚೂರು ಜಿ.ಪಂ ತಂಡ ತೃತೀಯ ಸ್ಥಾನ ಪಡೆದರು. (714, 406, 930, 556)
story2-col-1 (948, 520, 1201, 841)
story4-photo (35, 1122, 512, 1360)
story8-para-3: ಕಥೆ, ನಾಟಕ, ಸಂಗೀತ, ಕ್ರೀಡೆ, ಚಿತ್ರಕಲೆ ಮುಂತಾದ ಚಟುವಟಿಕೆಗಳಲ್ಲಿ ಮಕ್ಕಳು ಪಾಲ್ಗೊಳ್ಳಬೇಕು. ಶಿಕ್ಷಕರು ಮಕ್ಕಳಿಗೆ ಆಸಕ್ತಿದಾಯಕವಾಗಿ ಪಾಠ ಬೋಧಿಸಬೇಕು. ಪಾಲಕರು ಮಕ್ಕಳ ಶಿಕ್ಷಣದ ಬಗ್ಗೆ ಕಾಳಜಿ ವಹಿಸಬೇಕು ಎಂದರು. (1144, 2321, 1471, 2374)
story6-headline (35, 1964, 387, 2038)
story1-dateline: • ಸುದ್ದಿಮೂಲ ವಾರ್ತೆ ರಾಯಚೂರು, ಫೆ.18: (35, 406, 218, 420)
story6-para-1: ಪರಿಶಿಷ್ಟ ಪಂಗಡದ ತಳವಾರ ಮತ್ತು ಪರಿವಾರ ಹೆಸರಿನಲ್ಲಿ ಹಿಂದುಳಿದ ವರ್ಗದಲ್ಲಿ ಬರುವ ಅನೇಕರು ನಕಲಿ ಜಾತಿ ಪ್ರಮಾಣ ಪತ್ರ ಪಡೆದು ವಂಚಿಸುತ್ತಿದ್ದು ಕಡಿವಾಣ ಹಾಕಬೇಕು. ಇದಕ್ಕಾಗಿ ಪ್ರತ್ಯೇಕ ಆಯೋಗ ರಚಿಸಬೇಕು ಎಂದು ಪರಿಶಿಷ್ಟ ಪಂಗಡಗಳ ಜಾಗೃತಿ ವೇದಿಕೆ ಅಧ್ಯಕ್ಷ ರಘುವೀರ ನಾಯಕ ಒತ್ತಾಯಿಸಿದರು. (35, 2078, 387, 2150)
col-divider-2 (758, 1068, 759, 1951)
story6-dateline: • ಸುದ್ದಿಮೂಲ ವಾರ್ತೆ ರಾಯಚೂರು, ಫೆ.18: (35, 2056, 218, 2070)
story3-col (948, 897, 1201, 1056)
social-links (1051, 107, 1278, 152)
website-link[interactable]: https://www.suddimoola.in (318, 107, 515, 124)
story7-para-2: ನಗರದಲ್ಲಿ ಜಿಲ್ಲಾಡಳಿತ, ಜಿಲ್ಲಾ ಪಂಚಾಯತಿ, ಕನ್ನಡ ಮತ್ತು ಸಂಸ್ಕೃತಿ ಇಲಾಖೆ ಸಹಯೋಗದಲ್ಲಿ ಹಮ್ಮಿಕೊಂಡಿದ್ದ ಛತ್ರಪತಿ ಶಿವಾಜಿ ಮಹಾರಾಜರ ಜಯಂತ್ಯೋತ್ಸವ ಕಾರ್ಯಕ್ರಮದಲ್ಲಿ ಭಾವಚಿತ್ರದ ಮೆರವಣಿಗೆಗೆ ಚಾಲನೆ ನೀಡಿ ಮಾತನಾಡಿದರು. (406, 2370, 611, 2462)
story5-bullet-2-text: ಕುಡಿಯುವ ನೀರು, ಶಿಕ್ಷಣ, ಆರೋಗ್ಯ, ಪಡಿತರ ಸೇರಿದಂತೆ ಮೂಲಭೂತ ಸೌಲಭ್ಯಗಳ ಮಾಹಿತಿ ಪಡೆದ ಸಚಿವರು (1287, 1295, 1447, 1379)
story4-para-2: ಕೊಪ್ಪಳ ಬಚಾವ್ ಆಂದೋಲನ ಸಮಿತಿ ಸದಸ್ಯರು ಬುಧವಾರ ಗವಿಮಠಕ್ಕೆ ಭೇಟಿ ನೀಡಿ ಸ್ವಾಮೀಜಿಗಳೊಂದಿಗೆ ಚರ್ಚಿಸಿದರು. ಫ್ಯಾಕ್ಟರಿ ಬರುವುದು ಬೇಡ, ಇದರ ಹೋರಾಟಕ್ಕೆ ನಮ್ಮ ಸಂಪೂರ್ಣ ಬೆಂಬಲವಿದೆ ಎಂದು ಶ್ರೀಗಳು ಹೇಳಿದರು. (35, 1470, 262, 1542)
twitter-icon: t (1051, 138, 1064, 152)
facebook-text: facebook.com/Suddi Moola (1068, 107, 1267, 124)
story4-para-4: ಕೊಪ್ಪಳ ನಗರದ ಸುತ್ತಮುತ್ತಲಿನ ಕಾರ್ಖಾನೆಗಳಿಂದ ಕೃಷಿ ಭೂಮಿ ಹಾಳಾಗುತ್ತಿದೆ. ಕೆರೆ, ಹಳ್ಳಗಳು ಕಲುಷಿತಗೊಂಡಿವೆ. ಸಾರ್ವಜನಿಕರ ಆರೋಗ್ಯದ ದೃಷ್ಟಿಯಿಂದ ಹೋರಾಟ ಅನಿವಾರ್ಯ ಎಂದು ಅವರು ತಿಳಿಸಿದರು. (273, 1369, 500, 1441)
story8-dateline: • ಸುದ್ದಿಮೂಲ ವಾರ್ತೆ ಗುರುಗುಂಟಾ, ಫೆ.19: (1144, 2198, 1326, 2212)
story5-para-5: ಬೇಸಿಗೆ ಪ್ರಾರಂಭವಾಗಿರುವುದರಿಂದ ವಿದ್ಯುತ್ ಸಮಸ್ಯೆ ಉಂಟಾಗದಂತೆ ಜೆಸ್ಕಾಂ ಅಧಿಕಾರಿಗಳು ಕ್ರಮ ವಹಿಸಬೇಕು. ರೈತರ ಪಂಪ್‌ಸೆಟ್‌ಗಳಿಗೆ ಸಮರ್ಪಕ ವಿದ್ಯುತ್ ಪೂರೈಸಬೇಕು. ಕೃಷಿ ಇಲಾಖೆಯ ಯೋಜನೆಗಳನ್ನು ಅರ್ಹ ರೈತರಿಗೆ ತಲುಪಿಸಬೇಕು ಎಂದು ಶಾಸಕ ಹಂಪಯ್ಯ ನಾಯಕ ಹೇಳಿದರು. (1244, 1440, 1471, 1531)
masthead-logo: ಸುದ್ದಿಮೂಲ (35, 97, 240, 161)
photo-stage-event (835, 2273, 1127, 2439)
story7-photo-2 (835, 2272, 1127, 2440)
facebook-icon: f (1051, 111, 1064, 124)
registration-dot-yellow (69, 73, 82, 85)
story2-kicker: ಲಿಂಗಸೂಗೂರು ಉ.ಖಾ ಯೋಜನೆ 2 ಕೋಟಿಗೂ ಅಧಿಕ ಹಣ ದುರ್ಬಳಕೆ (948, 187, 1391, 210)
registration-crosshair-left (6, 75, 28, 76)
story5-bullets (1258, 1187, 1471, 1431)
